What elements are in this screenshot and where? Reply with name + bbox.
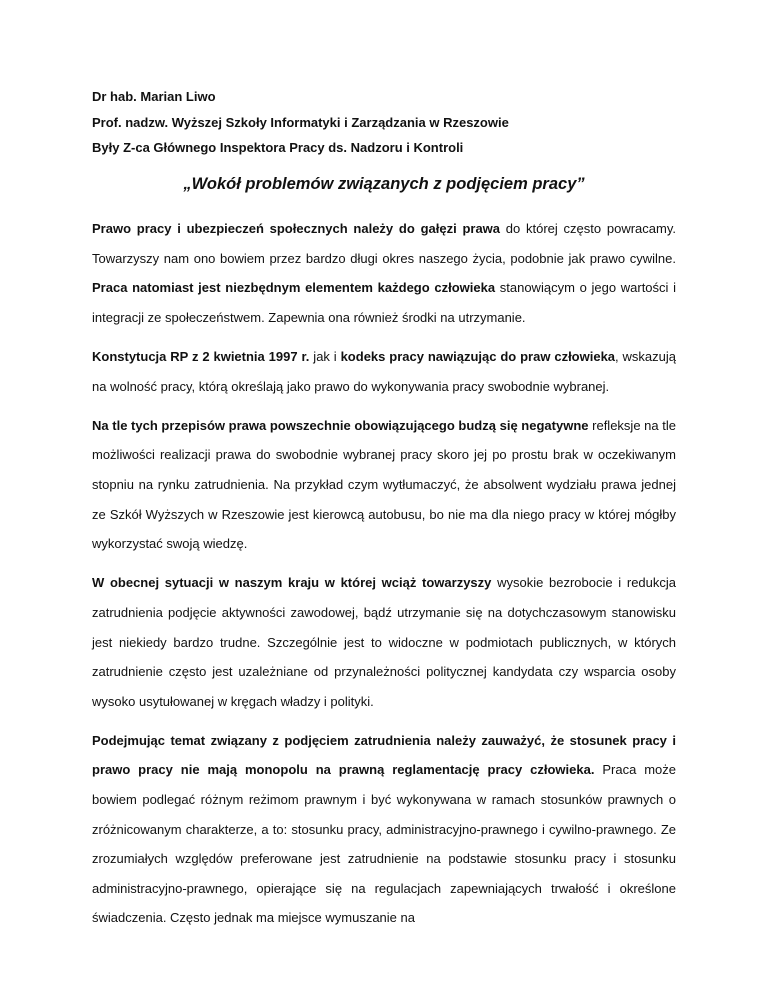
paragraph-1-text-1: do której często powracamy. Towarzyszy nam ono bowiem przez bardzo długi okres naszego życia, podobnie jak prawo cywilne. bbox=[92, 221, 676, 266]
paragraph-4 bbox=[92, 568, 676, 716]
paragraph-2 bbox=[92, 342, 676, 401]
author-name: Dr hab. Marian Liwo bbox=[92, 89, 216, 104]
paragraph-5-bold-1: Podejmując temat związany z podjęciem zatrudnienia należy zauważyć, że stosunek pracy i prawo pracy nie mają monopolu na prawną reglamentację pracy człowieka. bbox=[92, 732, 676, 778]
paragraph-2-bold-2: kodeks pracy nawiązując do praw człowieka bbox=[340, 348, 616, 364]
paragraph-4-bold-1: W obecnej sytuacji w naszym kraju w której wciąż towarzyszy bbox=[92, 575, 492, 591]
paragraph-2-text-1: jak i bbox=[309, 348, 341, 364]
author-header bbox=[92, 84, 692, 161]
document-title: „Wokół problemów związanych z podjęciem pracy” bbox=[183, 175, 585, 193]
paragraph-2-bold-1: Konstytucja RP z 2 kwietnia 1997 r. bbox=[92, 348, 310, 364]
paragraph-1-bold-2: Praca natomiast jest niezbędnym elementem każdego człowieka bbox=[92, 280, 496, 296]
author-former-position: Były Z-ca Głównego Inspektora Pracy ds. Nadzoru i Kontroli bbox=[92, 140, 464, 155]
paragraph-4-text-1: wysokie bezrobocie i redukcja zatrudnienia podjęcie aktywności zawodowej, bądź utrzymanie się na dotychczasowym stanowisku jest niekiedy bardzo trudne. Szczególnie jest to widoczne w podmiotach publicznych, w których zatrudnienie często jest uzależniane od przynależności politycznej kandydata czy wsparcia osoby wysoko usytułowanej w kręgach władzy i polityki. bbox=[92, 575, 677, 709]
paragraph-1-text-2: stanowiącym o jego wartości i integracji ze społeczeństwem. Zapewnia ona również środki na utrzymanie. bbox=[92, 280, 676, 325]
paragraph-1-bold-1: Prawo pracy i ubezpieczeń społecznych należy do gałęzi prawa bbox=[92, 221, 501, 236]
paragraph-2-text-2: , wskazują na wolność pracy, którą określają jako prawo do wykonywania pracy swobodnie wybranej. bbox=[92, 348, 677, 394]
document-body bbox=[92, 214, 676, 943]
paragraph-5-text-1: Praca może bowiem podlegać różnym reżimom prawnym i być wykonywana w ramach stosunków prawnych o zróżnicowanym charakterze, a to: stosunku pracy, administracyjno-prawnego i cywilno-prawnego. Ze zrozumiałych względów preferowane jest zatrudnienie na podstawie stosunku pracy i stosunku administracyjno-prawnego, opierające się na regulacjach zapewniających trwałość i określone świadczenia. Często jednak ma miejsce wymuszanie na bbox=[92, 762, 676, 926]
paragraph-3-bold-1: Na tle tych przepisów prawa powszechnie obowiązującego budzą się negatywne bbox=[92, 417, 589, 433]
paragraph-3-text-1: refleksje na tle możliwości realizacji prawa do swobodnie wybranej pracy skoro jej po prostu brak w oczekiwanym stopniu na rynku zatrudnienia. Na przykład czym wytłumaczyć, że absolwent wydziału prawa jednej ze Szkół Wyższych w Rzeszowie jest kierowcą autobusu, bo nie ma dla niego pracy w której mógłby wykorzystać swoją wiedzę. bbox=[92, 417, 677, 552]
author-position: Prof. nadzw. Wyższej Szkoły Informatyki i Zarządzania w Rzeszowie bbox=[92, 114, 509, 130]
paragraph-1 bbox=[92, 214, 676, 332]
paragraph-3 bbox=[92, 411, 676, 559]
paragraph-5 bbox=[92, 726, 676, 933]
